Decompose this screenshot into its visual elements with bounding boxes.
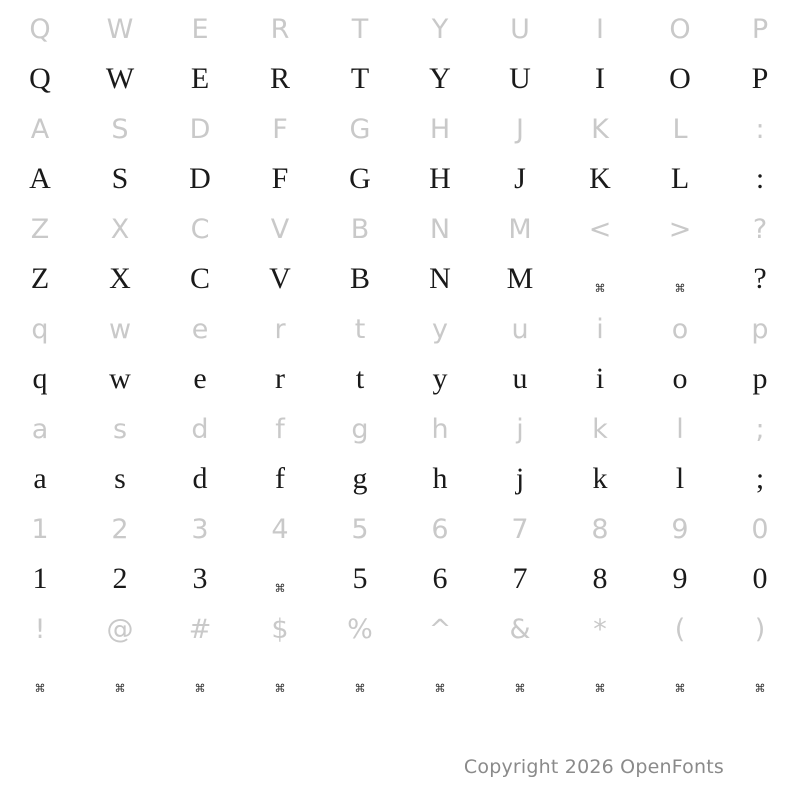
- glyph-cell: G: [349, 162, 371, 195]
- missing-glyph-icon: ⌘: [594, 683, 606, 695]
- glyph-cell: Y: [431, 13, 449, 45]
- glyph-cell: 4: [271, 513, 289, 545]
- row-reference-symbols: [0, 604, 800, 654]
- glyph-cell: j: [515, 462, 525, 495]
- glyph-cell: H: [429, 162, 451, 195]
- missing-glyph-icon: ⌘: [434, 683, 446, 695]
- glyph-cell: r: [275, 362, 285, 395]
- glyph-cell: <: [588, 213, 612, 245]
- glyph-cell: 1: [32, 562, 48, 595]
- glyph-cell: H: [429, 113, 451, 145]
- missing-glyph-icon: ⌘: [34, 683, 46, 695]
- glyph-cell: o: [671, 313, 689, 345]
- glyph-cell: @: [106, 613, 134, 645]
- glyph-cell: j: [516, 413, 524, 445]
- glyph-cell: [640, 664, 720, 694]
- glyph-cell: d: [192, 462, 208, 495]
- missing-glyph-icon: ⌘: [594, 283, 606, 295]
- glyph-cell: 6: [432, 562, 448, 595]
- glyph-cell: g: [351, 413, 369, 445]
- glyph-cell: 9: [671, 513, 689, 545]
- glyph-cell: G: [349, 113, 371, 145]
- row-reference-digits: [0, 504, 800, 554]
- glyph-cell: [560, 664, 640, 694]
- row-sample-digits: [0, 554, 800, 604]
- row-reference-qwerty: [0, 4, 800, 54]
- glyph-cell: 8: [592, 562, 608, 595]
- glyph-cell: Z: [30, 262, 50, 295]
- glyph-cell: E: [191, 13, 209, 45]
- glyph-cell: ;: [755, 413, 765, 445]
- row-sample-qwerty-lower: [0, 354, 800, 404]
- glyph-cell: T: [351, 13, 369, 45]
- glyph-cell: 7: [512, 562, 528, 595]
- glyph-cell: S: [111, 113, 129, 145]
- glyph-cell: i: [596, 313, 604, 345]
- copyright-notice: Copyright 2026 OpenFonts: [463, 756, 724, 778]
- glyph-cell: I: [595, 62, 605, 95]
- glyph-cell: X: [109, 262, 131, 295]
- glyph-cell: U: [509, 62, 531, 95]
- glyph-cell: O: [669, 62, 691, 95]
- glyph-cell: f: [275, 462, 285, 495]
- glyph-cell: a: [33, 462, 47, 495]
- glyph-cell: k: [592, 413, 608, 445]
- glyph-cell: r: [274, 313, 286, 345]
- glyph-cell: ?: [752, 213, 768, 245]
- glyph-cell: i: [595, 362, 605, 395]
- glyph-cell: M: [506, 262, 534, 295]
- glyph-cell: %: [347, 613, 373, 645]
- glyph-cell: w: [108, 313, 132, 345]
- glyph-cell: C: [189, 262, 210, 295]
- glyph-cell: d: [191, 413, 209, 445]
- glyph-cell: o: [672, 362, 688, 395]
- glyph-cell: s: [114, 462, 126, 495]
- glyph-cell: A: [29, 162, 51, 195]
- glyph-cell: A: [30, 113, 50, 145]
- glyph-cell: L: [670, 162, 690, 195]
- glyph-cell: ;: [755, 462, 765, 495]
- glyph-cell: #: [188, 613, 212, 645]
- glyph-cell: X: [110, 213, 130, 245]
- glyph-cell: [640, 264, 720, 294]
- glyph-cell: F: [272, 113, 288, 145]
- missing-glyph-icon: ⌘: [354, 683, 366, 695]
- glyph-cell: t: [354, 313, 366, 345]
- glyph-cell: :: [755, 113, 765, 145]
- glyph-cell: !: [34, 613, 46, 645]
- glyph-cell: ?: [753, 262, 767, 295]
- glyph-cell: D: [189, 162, 211, 195]
- glyph-cell: [0, 664, 80, 694]
- glyph-cell: 0: [752, 562, 768, 595]
- row-reference-qwerty-lower: [0, 304, 800, 354]
- glyph-cell: g: [352, 462, 368, 495]
- glyph-cell: P: [751, 13, 769, 45]
- glyph-cell: Q: [29, 13, 51, 45]
- glyph-cell: K: [589, 162, 611, 195]
- glyph-cell: R: [269, 62, 290, 95]
- glyph-cell: h: [431, 413, 449, 445]
- row-sample-zxcv: [0, 254, 800, 304]
- glyph-cell: 6: [431, 513, 449, 545]
- glyph-cell: p: [752, 362, 768, 395]
- glyph-cell: D: [189, 113, 211, 145]
- glyph-cell: [560, 264, 640, 294]
- glyph-cell: q: [32, 362, 48, 395]
- glyph-cell: p: [751, 313, 769, 345]
- glyph-cell: Z: [30, 213, 50, 245]
- glyph-cell: I: [596, 13, 604, 45]
- glyph-cell: R: [270, 13, 290, 45]
- glyph-cell: e: [193, 362, 207, 395]
- glyph-cell: [320, 664, 400, 694]
- glyph-cell: :: [755, 162, 765, 195]
- glyph-cell: 8: [591, 513, 609, 545]
- glyph-cell: L: [672, 113, 688, 145]
- missing-glyph-icon: ⌘: [274, 683, 286, 695]
- glyph-cell: [160, 664, 240, 694]
- glyph-cell: T: [350, 62, 370, 95]
- glyph-cell: 7: [511, 513, 529, 545]
- glyph-cell: f: [275, 413, 285, 445]
- glyph-cell: e: [191, 313, 209, 345]
- glyph-cell: [720, 664, 800, 694]
- glyph-cell: [240, 664, 320, 694]
- missing-glyph-icon: ⌘: [194, 683, 206, 695]
- glyph-cell: &: [509, 613, 531, 645]
- glyph-cell: E: [190, 62, 210, 95]
- glyph-cell: Y: [429, 62, 451, 95]
- missing-glyph-icon: ⌘: [674, 683, 686, 695]
- row-sample-qwerty: [0, 54, 800, 104]
- glyph-cell: V: [270, 213, 290, 245]
- glyph-cell: u: [511, 313, 529, 345]
- glyph-cell: ): [754, 613, 766, 645]
- glyph-cell: V: [269, 262, 291, 295]
- missing-glyph-icon: ⌘: [114, 683, 126, 695]
- glyph-cell: w: [109, 362, 131, 395]
- glyph-cell: y: [432, 362, 448, 395]
- glyph-cell: 0: [751, 513, 769, 545]
- glyph-cell: W: [105, 62, 135, 95]
- glyph-cell: *: [593, 613, 607, 645]
- glyph-cell: a: [31, 413, 49, 445]
- glyph-cell: h: [432, 462, 448, 495]
- glyph-cell: [240, 564, 320, 594]
- glyph-cell: O: [669, 13, 691, 45]
- glyph-cell: 2: [112, 562, 128, 595]
- row-sample-asdf: [0, 154, 800, 204]
- glyph-cell: 9: [672, 562, 688, 595]
- glyph-cell: 5: [351, 513, 369, 545]
- glyph-cell: B: [349, 262, 370, 295]
- glyph-cell: [480, 664, 560, 694]
- glyph-cell: t: [355, 362, 365, 395]
- glyph-cell: u: [512, 362, 528, 395]
- glyph-cell: l: [676, 413, 684, 445]
- glyph-cell: 5: [352, 562, 368, 595]
- glyph-cell: 3: [191, 513, 209, 545]
- glyph-cell: s: [112, 413, 128, 445]
- glyph-cell: 1: [31, 513, 49, 545]
- glyph-cell: J: [514, 162, 526, 195]
- glyph-cell: P: [751, 62, 769, 95]
- glyph-cell: y: [432, 313, 448, 345]
- glyph-cell: 3: [192, 562, 208, 595]
- glyph-cell: >: [668, 213, 692, 245]
- row-sample-symbols: [0, 654, 800, 704]
- glyph-cell: [80, 664, 160, 694]
- glyph-cell: 2: [111, 513, 129, 545]
- glyph-cell: ^: [428, 613, 452, 645]
- glyph-cell: k: [592, 462, 608, 495]
- glyph-cell: S: [111, 162, 129, 195]
- glyph-cell: Q: [29, 62, 51, 95]
- row-sample-asdf-lower: [0, 454, 800, 504]
- glyph-cell: N: [429, 262, 451, 295]
- missing-glyph-icon: ⌘: [514, 683, 526, 695]
- glyph-cell: M: [508, 213, 532, 245]
- missing-glyph-icon: ⌘: [674, 283, 686, 295]
- row-reference-zxcv: [0, 204, 800, 254]
- glyph-cell: (: [674, 613, 686, 645]
- glyph-cell: J: [516, 113, 524, 145]
- row-reference-asdf-lower: [0, 404, 800, 454]
- glyph-cell: C: [190, 213, 210, 245]
- glyph-cell: B: [350, 213, 370, 245]
- glyph-cell: [400, 664, 480, 694]
- glyph-cell: l: [675, 462, 685, 495]
- missing-glyph-icon: ⌘: [274, 583, 286, 595]
- glyph-cell: U: [510, 13, 530, 45]
- glyph-cell: $: [271, 613, 289, 645]
- glyph-cell: F: [271, 162, 289, 195]
- missing-glyph-icon: ⌘: [754, 683, 766, 695]
- row-reference-asdf: [0, 104, 800, 154]
- glyph-cell: K: [591, 113, 609, 145]
- glyph-cell: N: [429, 213, 451, 245]
- glyph-cell: q: [31, 313, 49, 345]
- glyph-cell: W: [106, 13, 134, 45]
